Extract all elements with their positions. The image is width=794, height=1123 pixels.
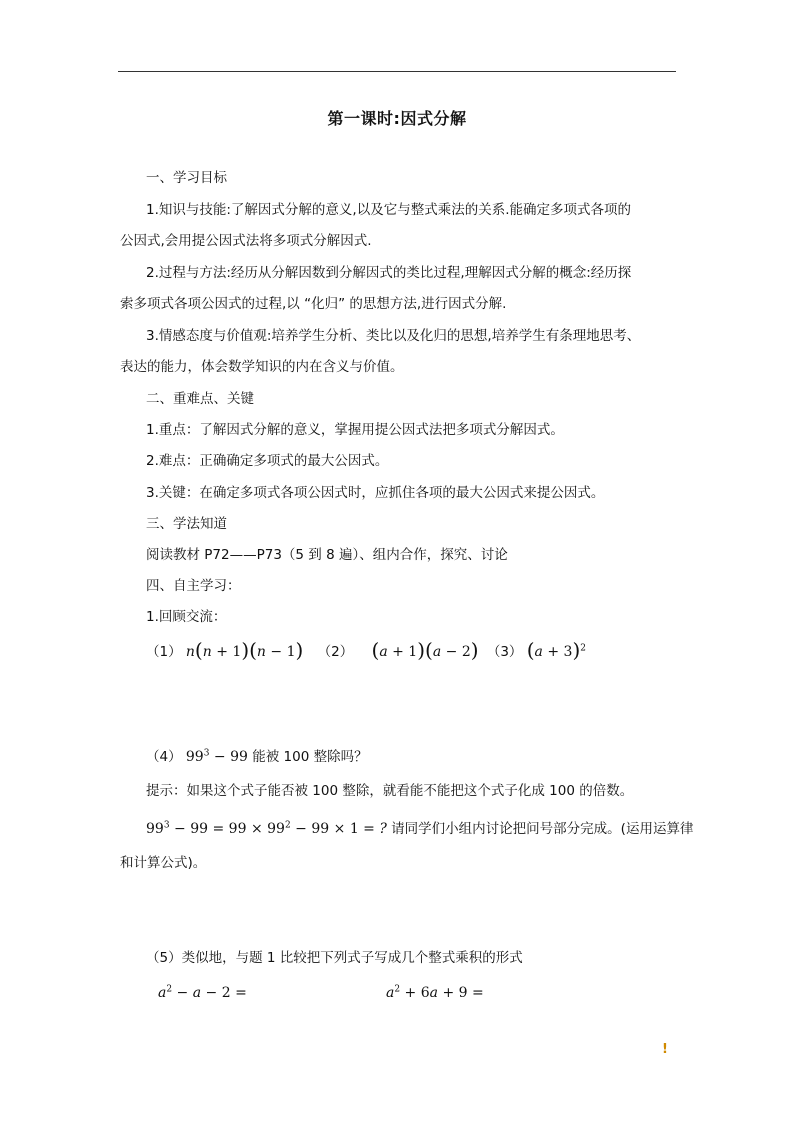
section-heading-goals: 一、学习目标 xyxy=(146,170,227,186)
paragraph: 1.知识与技能:了解因式分解的意义,以及它与整式乘法的关系.能确定多项式各项的 xyxy=(146,202,632,218)
paragraph: （5）类似地，与题 1 比较把下列式子写成几个整式乘积的形式 xyxy=(146,950,523,966)
formula-4: $99^3 - 99$ xyxy=(185,748,248,765)
paragraph: 和计算公式)。 xyxy=(120,855,207,871)
formula-3: $(a + 3)^2$ xyxy=(526,638,586,662)
paragraph: 3.情感态度与价值观:培养学生分析、类比以及化归的思想,培养学生有条理地思考、 xyxy=(146,328,641,344)
paragraph: 1.回顾交流： xyxy=(146,609,227,625)
header-rule xyxy=(118,71,676,72)
paragraph: 1.重点：了解因式分解的意义，掌握用提公因式法把多项式分解因式。 xyxy=(146,422,564,438)
formula-eq: $99^3 - 99 = 99 \times 99^2 - 99 \times 1$ = ? xyxy=(146,820,387,837)
paragraph: 表达的能力，体会数学知识的内在含义与价值。 xyxy=(120,359,404,375)
paragraph: 索多项式各项公因式的过程,以 “化归” 的思想方法,进行因式分解. xyxy=(120,296,507,312)
math-row-4: （4） $99^3 - 99$ 能被 100 整除吗？ xyxy=(146,748,368,765)
section-heading-method: 三、学法知道 xyxy=(146,516,227,532)
paragraph: 3.关键：在确定多项式各项公因式时，应抓住各项的最大公因式来提公因式。 xyxy=(146,485,605,501)
page-title: 第一课时:因式分解 xyxy=(327,109,467,128)
math-row-5a xyxy=(158,984,247,1001)
formula-1: n(n + 1)(n − 1) xyxy=(185,638,304,662)
paragraph: 阅读教材 P72——P73（5 到 8 遍）、组内合作，探究、讨论 xyxy=(146,547,508,563)
page-mark: ! xyxy=(662,1042,668,1057)
hint: 提示：如果这个式子能否被 100 整除，就看能不能把这个式子化成 100 的倍数。 xyxy=(146,783,634,799)
math-row-1: （1） n(n + 1)(n − 1) （2） (a + 1)(a − 2) （3） $(a + 3)^2$ xyxy=(146,638,586,662)
section-heading-keypoints: 二、重难点、关键 xyxy=(146,391,254,407)
formula-2: (a + 1)(a − 2) xyxy=(371,638,479,662)
math-row-5b xyxy=(386,984,484,1001)
formula-5b: $a^2 + 6a + 9$ = xyxy=(386,984,484,1001)
formula-5a: $a^2 - a - 2$ = xyxy=(158,984,247,1001)
math-row-eq: $99^3 - 99 = 99 \times 99^2 - 99 \times 1$ = ? 请同学们小组内讨论把问号部分完成。(运用运算律 xyxy=(146,820,694,837)
paragraph: 2.难点：正确确定多项式的最大公因式。 xyxy=(146,453,389,469)
paragraph: 2.过程与方法:经历从分解因数到分解因式的类比过程,理解因式分解的概念:经历探 xyxy=(146,265,632,281)
section-heading-selfstudy: 四、自主学习： xyxy=(146,578,241,594)
paragraph: 公因式,会用提公因式法将多项式分解因式. xyxy=(120,233,372,249)
